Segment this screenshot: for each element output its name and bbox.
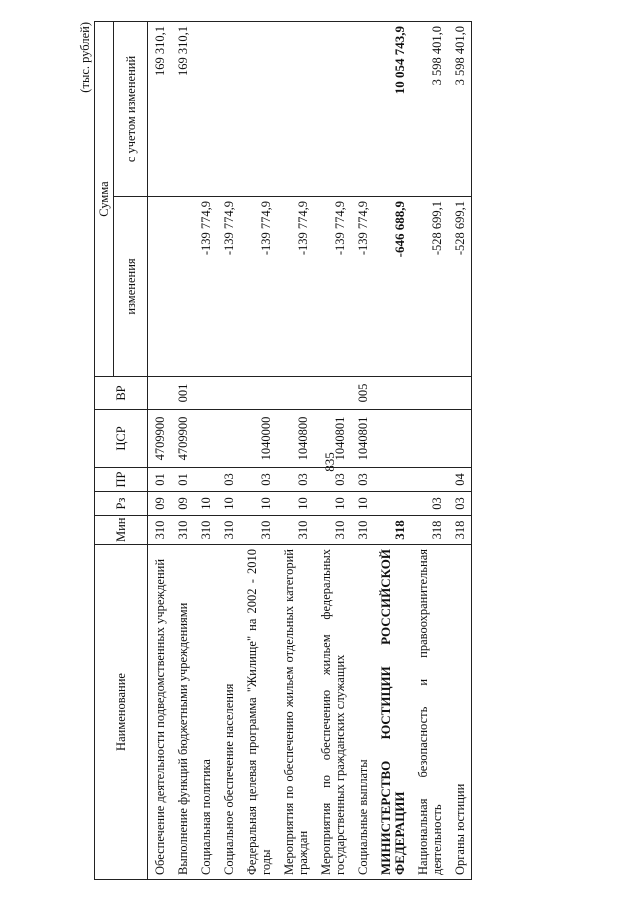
cell-min: 310 xyxy=(351,516,374,545)
cell-vr xyxy=(448,377,472,410)
cell-name: Обеспечение деятельности подведомственных учреждений xyxy=(148,545,172,880)
cell-rz: 10 xyxy=(314,492,351,516)
cell-min: 310 xyxy=(277,516,314,545)
cell-min: 310 xyxy=(240,516,277,545)
cell-change: -646 688,9 xyxy=(374,197,411,377)
cell-csr xyxy=(374,410,411,468)
cell-pr: 03 xyxy=(240,468,277,492)
header-sum: Сумма xyxy=(95,22,114,377)
table-row xyxy=(448,22,472,880)
table-row xyxy=(374,22,411,880)
cell-vr: 005 xyxy=(351,377,374,410)
cell-rz: 10 xyxy=(194,492,217,516)
cell-rz: 10 xyxy=(217,492,240,516)
cell-rz: 09 xyxy=(148,492,172,516)
cell-rz: 09 xyxy=(171,492,194,516)
cell-rz: 10 xyxy=(277,492,314,516)
cell-csr xyxy=(194,410,217,468)
cell-with-change xyxy=(277,22,314,197)
header-vr: ВР xyxy=(95,377,148,410)
table-row xyxy=(351,22,374,880)
cell-pr: 03 xyxy=(217,468,240,492)
cell-csr: 4709900 xyxy=(148,410,172,468)
header-change: изменения xyxy=(114,197,148,377)
cell-name: Социальные выплаты xyxy=(351,545,374,880)
cell-pr: 03 xyxy=(314,468,351,492)
table-row xyxy=(277,22,314,880)
cell-csr xyxy=(411,410,448,468)
cell-change: -139 774,9 xyxy=(277,197,314,377)
cell-csr xyxy=(217,410,240,468)
header-min: Мин xyxy=(95,516,148,545)
cell-name: Социальная политика xyxy=(194,545,217,880)
table-row xyxy=(314,22,351,880)
cell-min: 310 xyxy=(217,516,240,545)
cell-vr xyxy=(217,377,240,410)
cell-change xyxy=(171,197,194,377)
cell-csr: 1040801 xyxy=(351,410,374,468)
table-body xyxy=(148,22,472,880)
cell-name: Социальное обеспечение населения xyxy=(217,545,240,880)
cell-vr xyxy=(374,377,411,410)
unit-note: (тыс. рублей) xyxy=(78,22,92,93)
cell-name: МИНИСТЕРСТВО ЮСТИЦИИ РОССИЙСКОЙ ФЕДЕРАЦИИ xyxy=(374,545,411,880)
cell-with-change xyxy=(351,22,374,197)
cell-change: -139 774,9 xyxy=(240,197,277,377)
cell-name: Федеральная целевая программа "Жилище" на 2002 - 2010 годы xyxy=(240,545,277,880)
budget-document xyxy=(80,20,550,880)
cell-pr: 01 xyxy=(148,468,172,492)
cell-change: -528 699,1 xyxy=(448,197,472,377)
cell-with-change xyxy=(217,22,240,197)
cell-rz xyxy=(374,492,411,516)
cell-name: Выполнение функций бюджетными учреждениями xyxy=(171,545,194,880)
cell-pr: 04 xyxy=(448,468,472,492)
cell-with-change: 3 598 401,0 xyxy=(448,22,472,197)
page-number: 835 xyxy=(322,452,337,472)
table-row xyxy=(194,22,217,880)
cell-with-change xyxy=(194,22,217,197)
cell-csr: 1040801 xyxy=(314,410,351,468)
cell-with-change: 169 310,1 xyxy=(148,22,172,197)
table-row xyxy=(411,22,448,880)
header-with-change: с учетом изменений xyxy=(114,22,148,197)
cell-min: 310 xyxy=(194,516,217,545)
header-rz: Рз xyxy=(95,492,148,516)
cell-vr xyxy=(277,377,314,410)
cell-csr xyxy=(448,410,472,468)
cell-min: 318 xyxy=(411,516,448,545)
table-row xyxy=(171,22,194,880)
cell-vr xyxy=(148,377,172,410)
cell-min: 310 xyxy=(314,516,351,545)
cell-rz: 10 xyxy=(240,492,277,516)
header-name: Наименование xyxy=(95,545,148,880)
cell-name: Мероприятия по обеспечению жильем федеральных государственных гражданских служащих xyxy=(314,545,351,880)
cell-min: 318 xyxy=(448,516,472,545)
cell-name: Органы юстиции xyxy=(448,545,472,880)
cell-vr xyxy=(194,377,217,410)
cell-vr: 001 xyxy=(171,377,194,410)
cell-csr: 1040000 xyxy=(240,410,277,468)
cell-with-change: 3 598 401,0 xyxy=(411,22,448,197)
cell-csr: 1040800 xyxy=(277,410,314,468)
cell-change: -139 774,9 xyxy=(351,197,374,377)
cell-min: 310 xyxy=(171,516,194,545)
cell-change: -139 774,9 xyxy=(314,197,351,377)
cell-vr xyxy=(411,377,448,410)
cell-min: 318 xyxy=(374,516,411,545)
cell-pr xyxy=(411,468,448,492)
header-csr: ЦСР xyxy=(95,410,148,468)
cell-vr xyxy=(240,377,277,410)
cell-name: Национальная безопасность и правоохранительная деятельность xyxy=(411,545,448,880)
cell-with-change: 169 310,1 xyxy=(171,22,194,197)
cell-pr xyxy=(374,468,411,492)
budget-table xyxy=(94,21,472,880)
table-row xyxy=(240,22,277,880)
cell-change xyxy=(148,197,172,377)
cell-pr xyxy=(194,468,217,492)
cell-with-change xyxy=(314,22,351,197)
cell-pr: 01 xyxy=(171,468,194,492)
cell-vr xyxy=(314,377,351,410)
table-row xyxy=(148,22,172,880)
cell-min: 310 xyxy=(148,516,172,545)
cell-with-change xyxy=(240,22,277,197)
cell-rz: 10 xyxy=(351,492,374,516)
cell-change: -139 774,9 xyxy=(194,197,217,377)
cell-pr: 03 xyxy=(277,468,314,492)
cell-name: Мероприятия по обеспечению жильем отдельных категорий граждан xyxy=(277,545,314,880)
cell-with-change: 10 054 743,9 xyxy=(374,22,411,197)
cell-csr: 4709900 xyxy=(171,410,194,468)
cell-change: -528 699,1 xyxy=(411,197,448,377)
table-row xyxy=(217,22,240,880)
cell-rz: 03 xyxy=(411,492,448,516)
cell-pr: 03 xyxy=(351,468,374,492)
header-pr: ПР xyxy=(95,468,148,492)
cell-rz: 03 xyxy=(448,492,472,516)
cell-change: -139 774,9 xyxy=(217,197,240,377)
